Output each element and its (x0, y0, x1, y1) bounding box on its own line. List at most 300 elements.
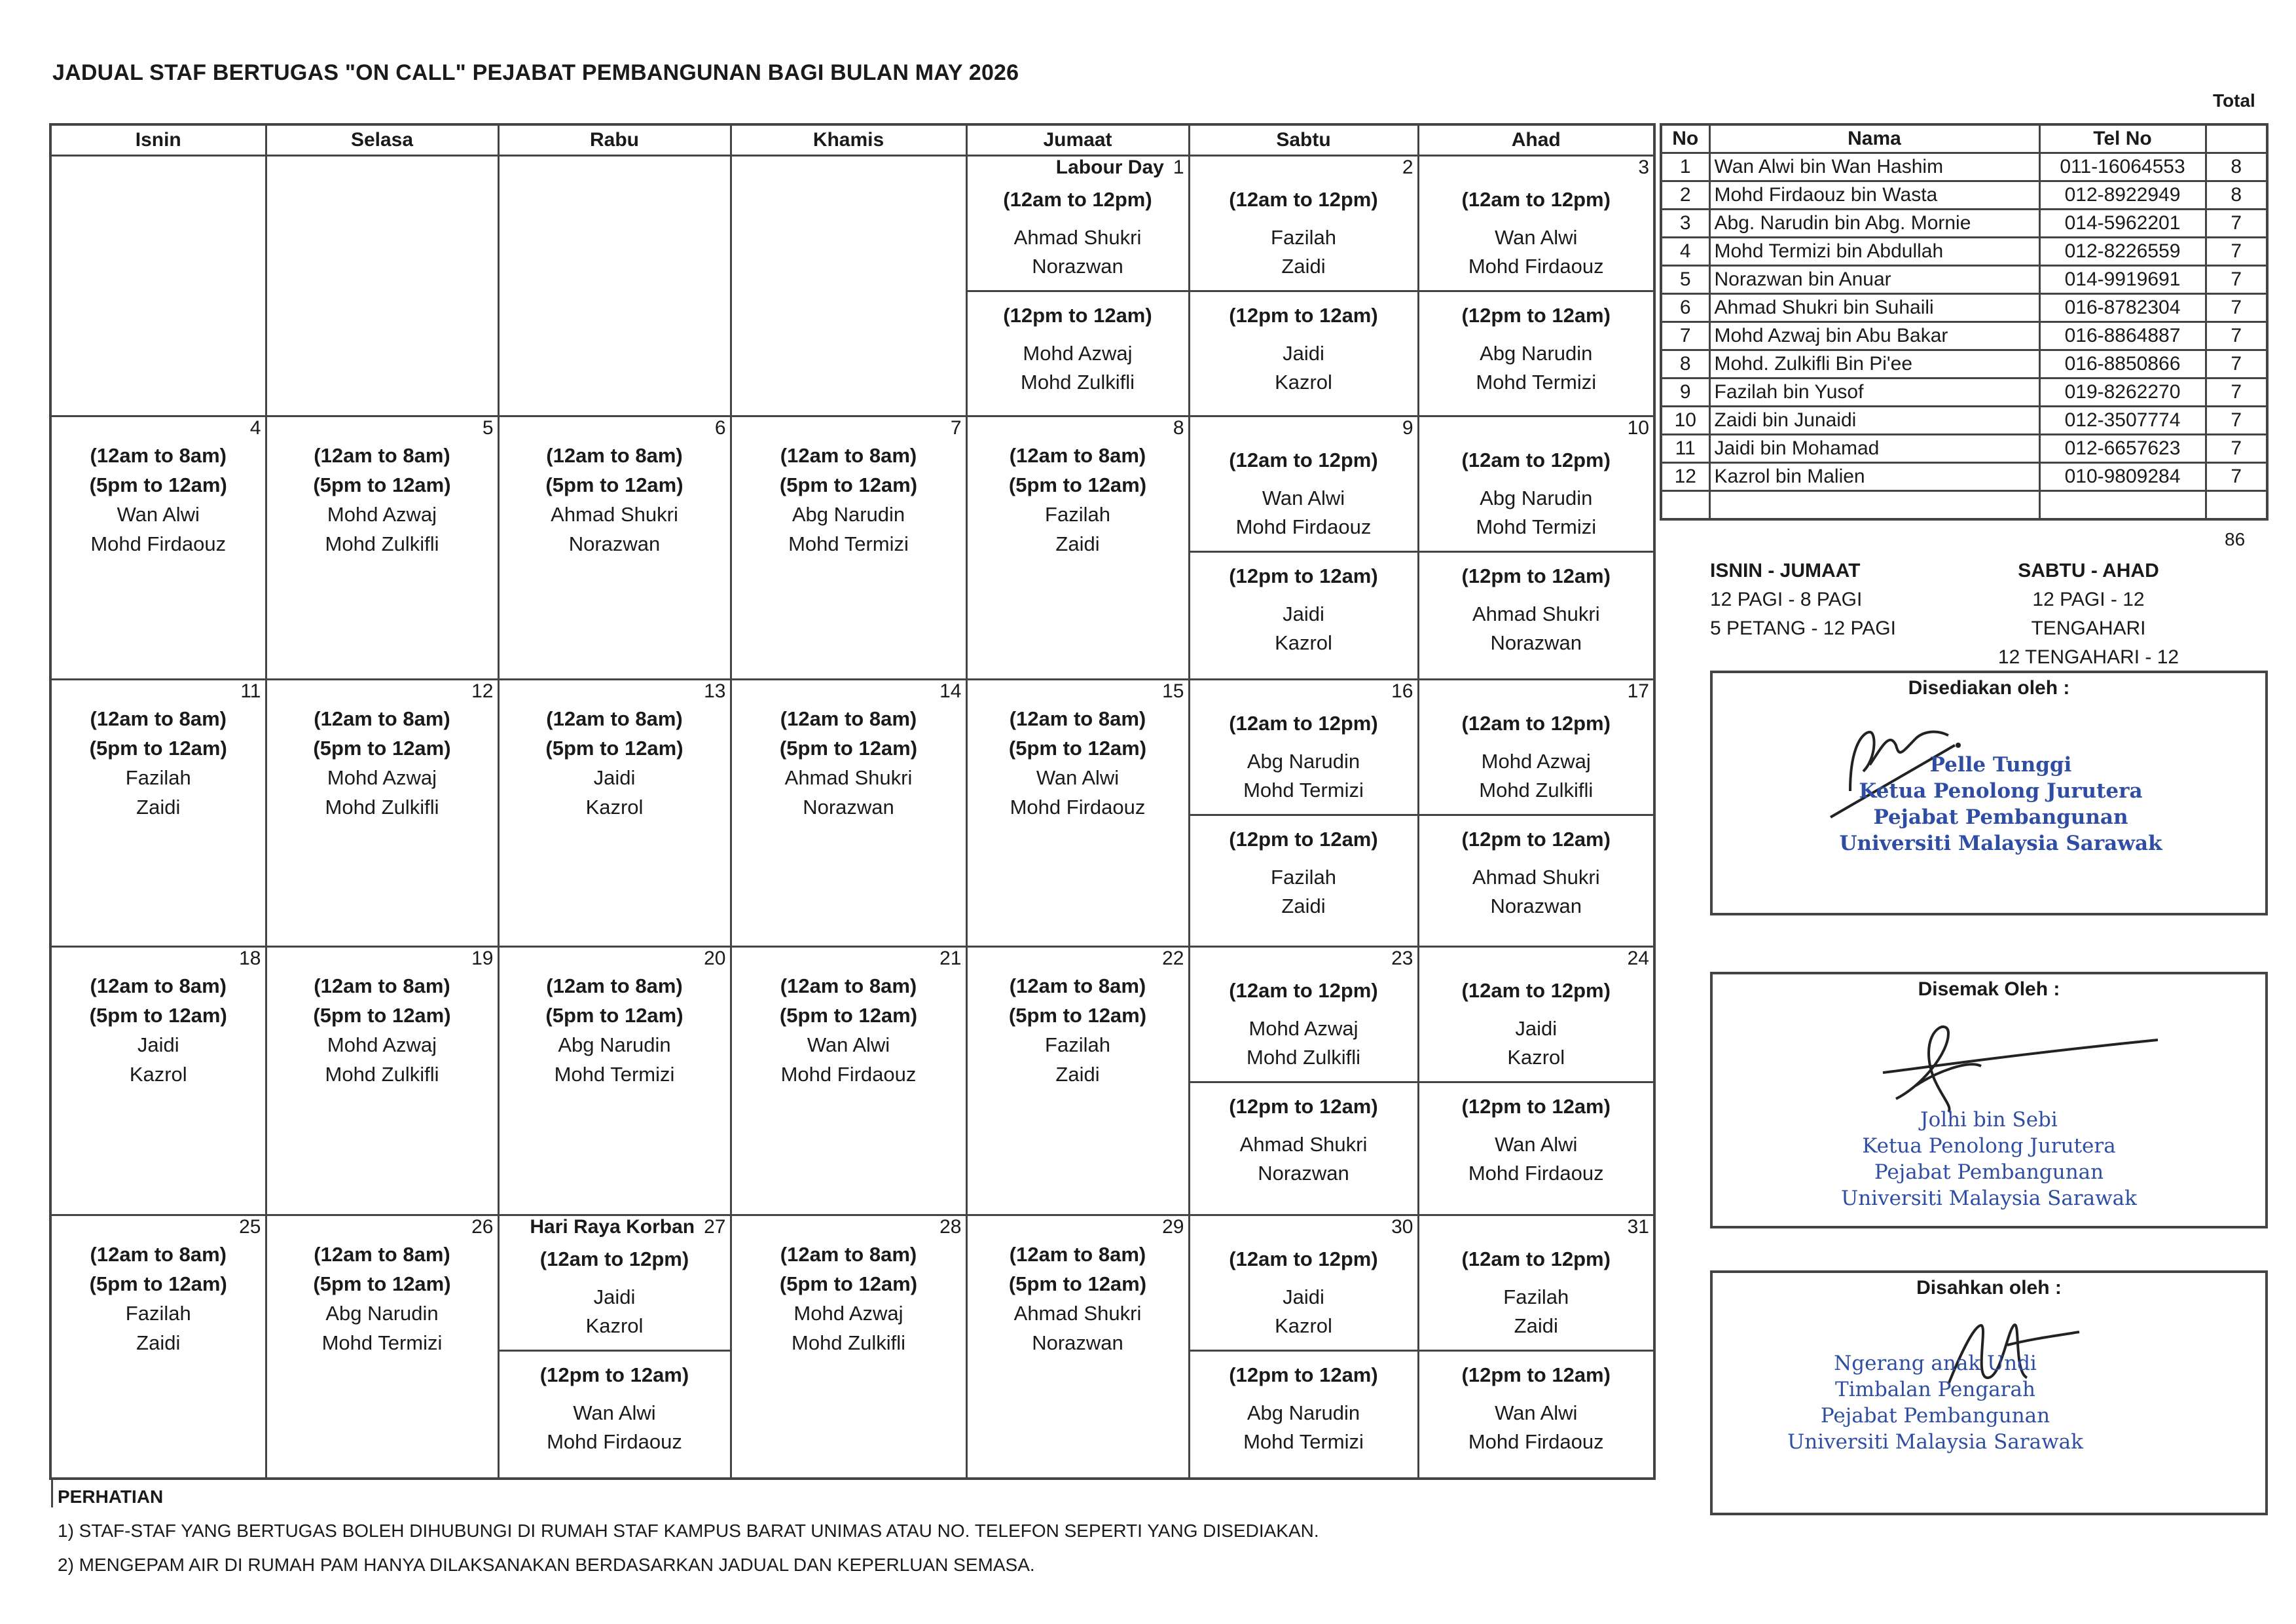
calendar-week-row (50, 947, 1654, 1215)
staff-name: Norazwan (1032, 255, 1123, 278)
weekday-shift (500, 970, 730, 1089)
staff-name: Abg Narudin (792, 503, 905, 526)
staff-name: Jaidi (593, 1285, 636, 1308)
stamp-line: Timbalan Pengarah (1835, 1378, 2035, 1401)
calendar-day-cell (731, 947, 966, 1215)
day-header (968, 157, 1188, 179)
shift-time: (12pm to 12am) (1229, 828, 1378, 851)
col-header-tel: Tel No (2039, 124, 2206, 153)
staff-total: 7 (2206, 294, 2267, 322)
shift-block (1419, 979, 1654, 1083)
shift-time: (5pm to 12am) (779, 473, 918, 496)
stamp-line: Pelle Tunggi (1929, 753, 2072, 777)
staff-name: Norazwan (803, 796, 894, 819)
calendar-day-cell (966, 947, 1189, 1215)
calendar-day-cell (266, 947, 498, 1215)
shift-time: (12am to 12pm) (1229, 712, 1378, 735)
staff-name: Zaidi bin Junaidi (1709, 407, 2039, 435)
day-number: 28 (939, 1216, 962, 1238)
col-header-total (2206, 124, 2267, 153)
staff-name: Wan Alwi (807, 1033, 890, 1056)
col-header-no: No (1661, 124, 1709, 153)
staff-no: 1 (1661, 153, 1709, 181)
day-header (732, 948, 966, 970)
day-number: 24 (1627, 948, 1649, 969)
staff-name: Mohd Zulkifli (325, 1063, 439, 1086)
staff-name: Jaidi (1283, 1285, 1324, 1308)
shift-time: (12am to 8am) (1009, 1243, 1146, 1266)
shift-time: (12am to 8am) (1009, 974, 1146, 997)
notes-title: PERHATIAN (58, 1486, 164, 1507)
prepared-by-title: Disediakan oleh : (1908, 677, 2070, 699)
staff-name: Wan Alwi (1036, 766, 1120, 789)
notes-section (58, 1480, 1319, 1582)
day-number: 20 (704, 948, 726, 969)
table-row (1661, 153, 2267, 181)
staff-name: Norazwan bin Anuar (1709, 266, 2039, 294)
staff-name: Zaidi (136, 796, 181, 819)
day-number: 1 (1173, 157, 1184, 178)
day-number: 18 (239, 948, 261, 969)
staff-name: Fazilah bin Yusof (1709, 378, 2039, 407)
staff-name: Ahmad Shukri (1472, 866, 1600, 889)
shift-time: (5pm to 12am) (89, 473, 227, 496)
calendar-day-cell (1189, 1215, 1418, 1479)
stamp-line: Ketua Penolong Jurutera (1862, 1134, 2116, 1158)
day-header (267, 417, 498, 439)
shift-time: (5pm to 12am) (1008, 1004, 1147, 1027)
staff-total: 8 (2206, 153, 2267, 181)
staff-no: 6 (1661, 294, 1709, 322)
staff-no: 10 (1661, 407, 1709, 435)
stamp-line: Jolhi bin Sebi (1920, 1108, 2058, 1132)
blank-cell (1661, 491, 1709, 520)
shift-block (1419, 449, 1654, 553)
day-header (500, 948, 730, 970)
table-row (1661, 435, 2267, 463)
table-row (1661, 378, 2267, 407)
staff-name: Ahmad Shukri (1013, 1302, 1142, 1325)
shift-block (1419, 1247, 1654, 1352)
weekday-shift (52, 970, 265, 1089)
staff-name: Kazrol (1507, 1046, 1565, 1069)
staff-name: Norazwan (1490, 631, 1582, 654)
shift-block (968, 292, 1188, 399)
staff-name: Mohd Termizi (1243, 1430, 1364, 1453)
staff-total: 7 (2206, 322, 2267, 350)
staff-name: Jaidi (137, 1033, 179, 1056)
day-number: 12 (471, 680, 494, 702)
shift-time: (12am to 12pm) (1461, 979, 1611, 1002)
calendar-day-cell (966, 680, 1189, 947)
shift-time: (5pm to 12am) (779, 1004, 918, 1027)
shift-time: (12am to 8am) (314, 974, 450, 997)
shift-time: (5pm to 12am) (313, 473, 451, 496)
day-header (1190, 417, 1417, 439)
day-header (500, 417, 730, 439)
calendar-day-cell (731, 1215, 966, 1479)
calendar-day-cell (50, 416, 266, 680)
shift-time: (12am to 8am) (780, 707, 917, 730)
staff-name: Mohd Azwaj bin Abu Bakar (1709, 322, 2039, 350)
signature-icon (1857, 1014, 2171, 1118)
page-title: JADUAL STAF BERTUGAS "ON CALL" PEJABAT PEMBANGUNAN BAGI BULAN MAY 2026 (52, 60, 1019, 85)
staff-name: Mohd Termizi (1476, 515, 1597, 538)
holiday-label: Labour Day (1055, 157, 1164, 178)
day-header (1190, 157, 1417, 179)
calendar-day-cell (498, 416, 731, 680)
staff-phone: 014-9919691 (2039, 266, 2206, 294)
staff-total: 7 (2206, 407, 2267, 435)
shift-block (500, 1247, 730, 1352)
shift-time: (5pm to 12am) (545, 737, 683, 760)
staff-name: Abg Narudin (1480, 487, 1593, 509)
day-header (1419, 680, 1654, 703)
staff-name: Mohd Zulkifli (325, 532, 439, 555)
staff-name: Mohd Zulkifli (325, 796, 439, 819)
checked-by-stamp (1713, 1107, 2265, 1211)
stamp-line: Ngerang anak Undi (1834, 1352, 2037, 1375)
weekday-header: Isnin (50, 124, 266, 156)
staff-name: Wan Alwi (1262, 487, 1345, 509)
staff-no: 7 (1661, 322, 1709, 350)
blank-cell (1709, 491, 2039, 520)
day-header (1190, 680, 1417, 703)
shift-time: (12am to 8am) (546, 974, 683, 997)
shift-time: (12am to 12pm) (1229, 449, 1378, 471)
staff-name: Norazwan (1032, 1331, 1123, 1354)
weekday-shift (732, 970, 966, 1089)
calendar-day-cell (1418, 680, 1654, 947)
staff-no: 3 (1661, 210, 1709, 238)
staff-name: Fazilah (1503, 1285, 1569, 1308)
staff-name: Ahmad Shukri (1239, 1133, 1368, 1156)
day-number: 14 (939, 680, 962, 702)
blank-cell (2206, 491, 2267, 520)
shift-block (1419, 1083, 1654, 1190)
staff-name: Wan Alwi (1495, 1401, 1578, 1424)
calendar-day-cell (498, 156, 731, 416)
shift-time: (12am to 8am) (90, 444, 227, 467)
stamp-line: Universiti Malaysia Sarawak (1841, 1187, 2137, 1210)
staff-contact-table (1660, 123, 2269, 521)
staff-no: 4 (1661, 238, 1709, 266)
shift-time: (12am to 8am) (546, 444, 683, 467)
calendar-day-cell (1418, 1215, 1654, 1479)
weekday-header: Ahad (1418, 124, 1654, 156)
shift-time: (5pm to 12am) (313, 1272, 451, 1295)
day-number: 23 (1391, 948, 1413, 969)
staff-phone: 012-8226559 (2039, 238, 2206, 266)
stamp-line: Ketua Penolong Jurutera (1859, 779, 2143, 803)
day-header (968, 1216, 1188, 1238)
shift-time: (12am to 12pm) (1229, 979, 1378, 1002)
day-number: 26 (471, 1216, 494, 1238)
calendar-week-row (50, 416, 1654, 680)
day-number: 6 (714, 417, 726, 439)
day-header (267, 948, 498, 970)
day-header (1419, 1216, 1654, 1238)
shift-time: (12am to 8am) (546, 707, 683, 730)
day-header (1190, 948, 1417, 970)
calendar-day-cell (1189, 156, 1418, 416)
staff-name: Mohd Termizi (554, 1063, 675, 1086)
shift-time: (12pm to 12am) (1229, 564, 1378, 587)
staff-total: 7 (2206, 266, 2267, 294)
stamp-line: Pejabat Pembangunan (1820, 1404, 2050, 1428)
staff-phone: 016-8850866 (2039, 350, 2206, 378)
staff-name: Mohd Firdaouz (1235, 515, 1372, 538)
day-number: 17 (1627, 680, 1649, 702)
on-call-calendar (49, 123, 1656, 1480)
shift-time: (5pm to 12am) (313, 737, 451, 760)
shift-time: (5pm to 12am) (545, 1004, 683, 1027)
day-header (52, 1216, 265, 1238)
calendar-day-cell (498, 680, 731, 947)
calendar-day-cell (1189, 416, 1418, 680)
staff-no: 5 (1661, 266, 1709, 294)
shift-time: (5pm to 12am) (89, 1004, 227, 1027)
checked-by-title: Disemak Oleh : (1918, 978, 2060, 1000)
shift-block (1190, 1083, 1417, 1190)
shift-time: (5pm to 12am) (545, 473, 683, 496)
shift-time: (12am to 8am) (780, 1243, 917, 1266)
notes-border (51, 1477, 53, 1507)
staff-name: Wan Alwi (117, 503, 200, 526)
shift-time: (12am to 8am) (780, 444, 917, 467)
staff-name: Ahmad Shukri (784, 766, 913, 789)
staff-name: Mohd Firdaouz (90, 532, 227, 555)
calendar-day-cell (50, 947, 266, 1215)
weekday-shift (500, 703, 730, 822)
weekday-shift (968, 1238, 1188, 1357)
day-number: 11 (240, 680, 261, 702)
day-header (52, 948, 265, 970)
calendar-day-cell (266, 680, 498, 947)
staff-name: Ahmad Shukri bin Suhaili (1709, 294, 2039, 322)
staff-name: Ahmad Shukri (1013, 226, 1142, 249)
stamp-line: Universiti Malaysia Sarawak (1787, 1430, 2083, 1454)
shift-block (1190, 553, 1417, 660)
day-header (968, 417, 1188, 439)
staff-name: Jaidi bin Mohamad (1709, 435, 2039, 463)
shift-time: (5pm to 12am) (1008, 1272, 1147, 1295)
day-number: 25 (239, 1216, 261, 1238)
staff-name: Ahmad Shukri (551, 503, 678, 526)
calendar-week-row (50, 1215, 1654, 1479)
shift-block (1190, 712, 1417, 816)
day-number: 5 (482, 417, 494, 439)
shift-time: (12pm to 12am) (1229, 1363, 1378, 1386)
shift-time: (12pm to 12am) (1229, 1095, 1378, 1118)
day-number: 27 (704, 1216, 726, 1238)
calendar-day-cell (731, 680, 966, 947)
staff-total: 7 (2206, 435, 2267, 463)
approved-by-title: Disahkan oleh : (1916, 1277, 2062, 1299)
staff-name: Mohd Zulkifli (1247, 1046, 1360, 1069)
shift-time: (12am to 8am) (90, 707, 227, 730)
staff-name: Mohd Termizi (1476, 371, 1597, 394)
staff-name: Mohd Zulkifli (1021, 371, 1135, 394)
day-header (52, 680, 265, 703)
day-number: 7 (950, 417, 962, 439)
weekday-shift (968, 439, 1188, 559)
table-row (1661, 407, 2267, 435)
shift-block (1190, 816, 1417, 923)
weekday-shift (52, 1238, 265, 1357)
staff-name: Kazrol (1275, 631, 1332, 654)
staff-phone: 011-16064553 (2039, 153, 2206, 181)
day-number: 19 (471, 948, 494, 969)
holiday-label: Hari Raya Korban (530, 1216, 695, 1238)
table-row (1661, 210, 2267, 238)
shift-block (500, 1352, 730, 1459)
weekday-shift-line: 12 PAGI - 8 PAGI (1710, 589, 1863, 610)
staff-name: Mohd Termizi (321, 1331, 443, 1354)
staff-name: Fazilah (1045, 503, 1110, 526)
shift-time: (12am to 12pm) (1461, 1247, 1611, 1270)
day-header (732, 417, 966, 439)
prepared-by-stamp (1804, 752, 2197, 857)
staff-phone: 012-3507774 (2039, 407, 2206, 435)
staff-name: Norazwan (568, 532, 661, 555)
staff-total: 7 (2206, 238, 2267, 266)
staff-name: Fazilah (1045, 1033, 1110, 1056)
day-header (1419, 948, 1654, 970)
table-row (1661, 350, 2267, 378)
weekend-shift-title: SABTU - AHAD (2018, 560, 2159, 581)
staff-no: 11 (1661, 435, 1709, 463)
staff-name: Abg Narudin (325, 1302, 439, 1325)
calendar-day-cell (1418, 947, 1654, 1215)
staff-name: Mohd Azwaj (327, 1033, 437, 1056)
staff-name: Zaidi (1281, 255, 1326, 278)
shift-time: (12am to 12pm) (1461, 712, 1611, 735)
weekend-shift-line: 12 PAGI - 12 TENGAHARI (2031, 589, 2146, 639)
day-header (1419, 417, 1654, 439)
calendar-day-cell (966, 156, 1189, 416)
stamp-line: Pejabat Pembangunan (1873, 805, 2128, 829)
weekday-shift (52, 703, 265, 822)
calendar-week-row (50, 156, 1654, 416)
note-item: 1) STAF-STAF YANG BERTUGAS BOLEH DIHUBUNGI DI RUMAH STAF KAMPUS BARAT UNIMAS ATAU NO. TELEFON SEPERTI YANG DISEDIAKAN. (58, 1521, 1319, 1541)
day-header (500, 680, 730, 703)
approved-by-stamp (1752, 1350, 2119, 1455)
staff-name: Mohd Firdaouz (1468, 255, 1604, 278)
staff-name: Mohd Azwaj (1481, 750, 1591, 773)
shift-time: (5pm to 12am) (779, 1272, 918, 1295)
weekday-header: Rabu (498, 124, 731, 156)
weekday-shift (732, 703, 966, 822)
calendar-day-cell (731, 416, 966, 680)
table-row (1661, 266, 2267, 294)
staff-name: Mohd Azwaj (327, 766, 437, 789)
note-item: 2) MENGEPAM AIR DI RUMAH PAM HANYA DILAKSANAKAN BERDASARKAN JADUAL DAN KEPERLUAN SEMASA. (58, 1555, 1035, 1575)
weekday-header: Jumaat (966, 124, 1189, 156)
shift-block (1190, 1352, 1417, 1459)
day-number: 9 (1402, 417, 1413, 439)
shift-block (1419, 188, 1654, 292)
staff-name: Mohd Azwaj (327, 503, 437, 526)
shift-time: (5pm to 12am) (1008, 737, 1147, 760)
shift-time: (12am to 12pm) (1229, 1247, 1378, 1270)
weekday-shift (267, 439, 498, 559)
shift-time: (12am to 8am) (314, 1243, 450, 1266)
shift-time: (5pm to 12am) (313, 1004, 451, 1027)
day-header (1190, 1216, 1417, 1238)
staff-name: Abg Narudin (1247, 750, 1360, 773)
staff-no: 12 (1661, 463, 1709, 491)
day-header (267, 1216, 498, 1238)
shift-time: (12am to 12pm) (1003, 188, 1152, 211)
shift-time: (12am to 8am) (314, 707, 450, 730)
shift-time: (12pm to 12am) (539, 1363, 689, 1386)
staff-phone: 014-5962201 (2039, 210, 2206, 238)
day-number: 10 (1627, 417, 1649, 439)
table-row (1661, 463, 2267, 491)
approved-by-box (1710, 1270, 2268, 1515)
calendar-day-cell (966, 1215, 1189, 1479)
table-row (1661, 294, 2267, 322)
day-header (500, 1216, 730, 1238)
weekday-header: Selasa (266, 124, 498, 156)
day-header (267, 680, 498, 703)
staff-name: Mohd Termizi bin Abdullah (1709, 238, 2039, 266)
shift-time: (12am to 8am) (90, 974, 227, 997)
table-row-blank (1661, 491, 2267, 520)
staff-name: Zaidi (1055, 532, 1100, 555)
staff-name: Mohd Termizi (1243, 779, 1364, 802)
table-row (1661, 322, 2267, 350)
staff-name: Abg Narudin (1247, 1401, 1360, 1424)
weekday-shift-info (1710, 557, 1896, 643)
shift-time: (5pm to 12am) (1008, 473, 1147, 496)
calendar-day-cell (498, 1215, 731, 1479)
weekday-shift (267, 970, 498, 1089)
staff-phone: 019-8262270 (2039, 378, 2206, 407)
staff-name: Zaidi (1055, 1063, 1100, 1086)
weekday-header: Sabtu (1189, 124, 1418, 156)
calendar-day-cell (498, 947, 731, 1215)
shift-time: (12pm to 12am) (1461, 828, 1611, 851)
day-number: 13 (704, 680, 726, 702)
staff-name: Kazrol (585, 796, 644, 819)
staff-name: Fazilah (125, 1302, 191, 1325)
staff-phone: 016-8864887 (2039, 322, 2206, 350)
staff-name: Abg Narudin (558, 1033, 671, 1056)
day-number: 22 (1162, 948, 1184, 969)
staff-name: Mohd Firdaouz (780, 1063, 917, 1086)
prepared-by-box (1710, 671, 2268, 915)
weekday-shift-line: 5 PETANG - 12 PAGI (1710, 618, 1896, 639)
staff-name: Abg. Narudin bin Abg. Mornie (1709, 210, 2039, 238)
calendar-day-cell (50, 1215, 266, 1479)
staff-phone: 016-8782304 (2039, 294, 2206, 322)
shift-time: (12am to 8am) (1009, 707, 1146, 730)
calendar-day-cell (50, 680, 266, 947)
shift-block (1190, 1247, 1417, 1352)
staff-name: Fazilah (1271, 866, 1336, 889)
stamp-line: Pejabat Pembangunan (1874, 1160, 2104, 1184)
staff-name: Kazrol bin Malien (1709, 463, 2039, 491)
staff-name: Ahmad Shukri (1472, 602, 1600, 625)
calendar-week-row (50, 680, 1654, 947)
staff-phone: 010-9809284 (2039, 463, 2206, 491)
weekday-shift (968, 703, 1188, 822)
shift-time: (12am to 8am) (780, 974, 917, 997)
day-number: 29 (1162, 1216, 1184, 1238)
day-number: 3 (1638, 157, 1649, 178)
